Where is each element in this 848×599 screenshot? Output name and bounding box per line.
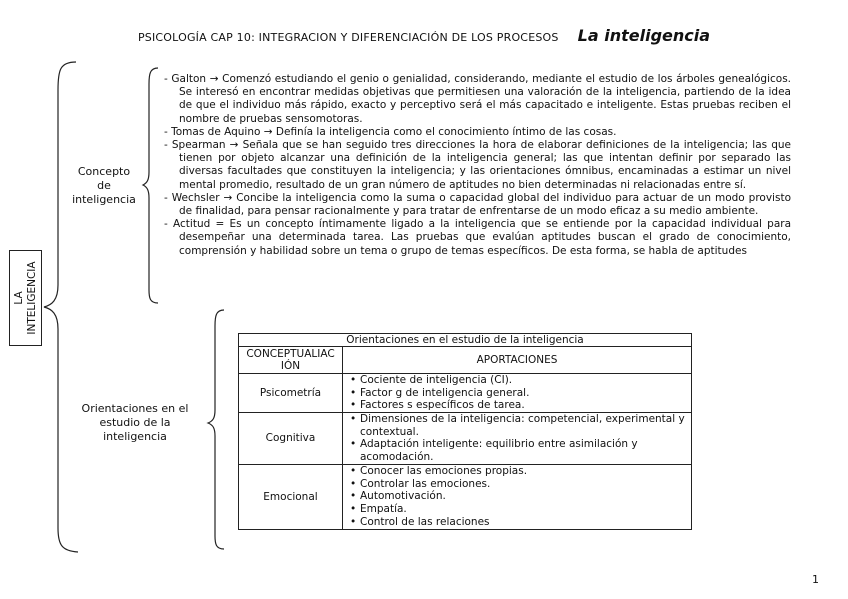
table-caption-row — [239, 334, 692, 347]
category-cell: Cognitiva — [239, 412, 343, 464]
column-header-line1: CONCEPTUALIAC — [246, 348, 335, 360]
orientaciones-label-line1: Orientaciones en el — [81, 402, 189, 415]
definition-actitud: - Actitud = Es un concepto íntimamente ligado a la inteligencia que se entiende por la capacidad individual para desempeñar una determinada tarea. Las pruebas que evalúan aptitudes buscan el grado de conocimiento, comprensión y habilidad sobre un tema o grupo de temas específicos. De esta forma, se habla de aptitudes — [164, 218, 791, 257]
list-item: • Control de las relaciones — [360, 516, 688, 529]
list-item: • Factores s específicos de tarea. — [360, 399, 688, 412]
contributions-cell — [343, 412, 692, 464]
column-header-aportaciones: APORTACIONES — [343, 347, 692, 374]
list-item: • Factor g de inteligencia general. — [360, 387, 688, 400]
list-item: • Empatía. — [360, 503, 688, 516]
contributions-cell — [343, 374, 692, 413]
table-row — [239, 374, 692, 413]
contributions-cell — [343, 464, 692, 529]
definitions-list — [164, 73, 791, 298]
definition-tomas-de-aquino: - Tomas de Aquino → Definía la inteligencia como el conocimiento íntimo de las cosas. — [164, 125, 617, 138]
definition-galton: - Galton → Comenzó estudiando el genio o genialidad, considerando, mediante el estudio de los árboles genealógicos. Se interesó en encontrar medidas objetivas que permitiesen una valoración de la inteligencia, partiendo de la idea de que el individuo más rápido, exacto y perceptivo será el más capacitado e inteligente. Estas pruebas reciben el nombre de pruebas sensomotoras. — [164, 73, 791, 125]
table-caption: Orientaciones en el estudio de la inteligencia — [239, 334, 692, 347]
orientaciones-label — [70, 402, 200, 443]
list-item: • Cociente de inteligencia (CI). — [360, 374, 688, 387]
orientaciones-brace — [208, 310, 224, 549]
concepto-label — [64, 165, 144, 206]
category-cell: Psicometría — [239, 374, 343, 413]
concepto-brace — [143, 68, 158, 303]
main-topic-label — [13, 261, 39, 334]
orientaciones-table — [238, 333, 692, 530]
concepto-label-line1: Concepto — [77, 165, 131, 178]
table-header-row — [239, 347, 692, 374]
main-topic-line2: INTELIGENCIA — [25, 261, 38, 335]
orientaciones-label-line3: inteligencia — [103, 430, 167, 443]
list-item: • Dimensiones de la inteligencia: competencial, experimental y contextual. — [360, 413, 688, 438]
definition-spearman: - Spearman → Señala que se han seguido tres direcciones la hora de elaborar definiciones de la inteligencia; las que tienen por objeto alcanzar una definición de la inteligencia general; las que intentan definir por separado las diversas facultades que constituyen la inteligencia; y las orientaciones ómnibus, encaminadas a estimar un nivel mental promedio, resultado de un gran número de aptitudes no bien determinadas ni relacionadas entre sí. — [164, 139, 791, 191]
list-item: • Adaptación inteligente: equilibrio entre asimilación y acomodación. — [360, 438, 688, 463]
page-number: 1 — [812, 573, 819, 586]
concepto-label-line3: inteligencia — [72, 193, 136, 206]
header-title: La inteligencia — [577, 26, 711, 45]
main-topic-line1: LA — [12, 291, 25, 305]
main-topic-box — [9, 250, 42, 346]
list-item: • Automotivación. — [360, 490, 688, 503]
list-item: • Conocer las emociones propias. — [360, 465, 688, 478]
page-header — [0, 26, 848, 45]
definition-wechsler: - Wechsler → Concibe la inteligencia como la suma o capacidad global del individuo para actuar de un modo provisto de finalidad, para pensar racionalmente y para tratar de enfrentarse de un modo eficaz a su medio ambiente. — [164, 191, 791, 218]
list-item: • Controlar las emociones. — [360, 478, 688, 491]
orientaciones-label-line2: estudio de la — [99, 416, 171, 429]
main-brace — [44, 62, 78, 552]
header-subtitle: PSICOLOGÍA CAP 10: INTEGRACION Y DIFERENCIACIÓN DE LOS PROCESOS — [137, 31, 559, 44]
table-row — [239, 412, 692, 464]
column-header-line2: IÓN — [280, 360, 301, 372]
column-header-conceptualizacion — [239, 347, 343, 374]
concepto-label-line2: de — [97, 179, 111, 192]
category-cell: Emocional — [239, 464, 343, 529]
table-row — [239, 464, 692, 529]
